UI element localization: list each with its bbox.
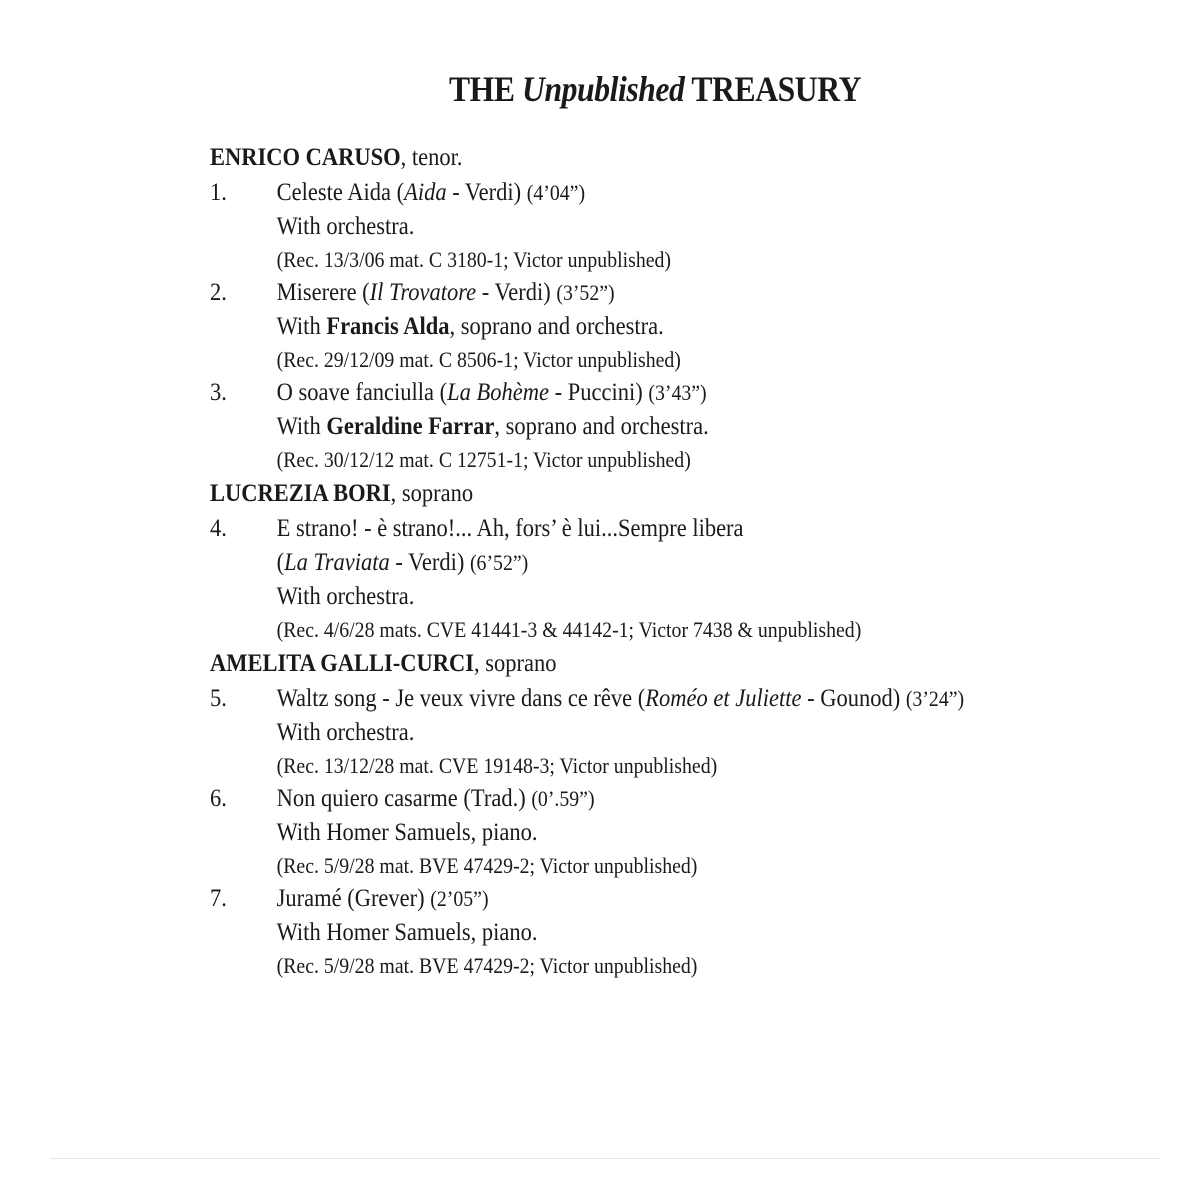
track-title-line: [210, 782, 1074, 816]
performers-text: With orchestra.: [276, 719, 415, 746]
track-recording-info: [210, 614, 1074, 646]
performer-name: Geraldine Farrar: [326, 413, 495, 440]
recording-text: (Rec. 30/12/12 mat. C 12751-1; Victor unpublished): [276, 447, 691, 472]
artist-name: LUCREZIA BORI: [210, 480, 391, 507]
track-opera: Roméo et Juliette: [645, 685, 802, 712]
performers-text: With: [276, 413, 327, 440]
artist-heading: [210, 646, 1074, 682]
track-recording-info: [210, 950, 1074, 982]
track-number: 3.: [210, 379, 227, 406]
artist-voice: , soprano: [390, 480, 474, 507]
performers-text: With orchestra.: [276, 213, 415, 240]
track-number: 2.: [210, 279, 227, 306]
track-title-continued: [210, 546, 1074, 580]
track-title-line: [210, 276, 1074, 310]
track-composer: - Puccini): [549, 379, 643, 406]
artist-heading: [210, 476, 1074, 512]
track-duration: (0’.59”): [531, 786, 595, 811]
track-title: Celeste Aida (: [276, 179, 405, 206]
track-performers: [210, 816, 1074, 850]
track-performers: [210, 716, 1074, 750]
title-suffix: TREASURY: [691, 69, 862, 109]
track-duration: (3’43”): [648, 380, 707, 405]
track-item: [210, 176, 1170, 276]
title-prefix: THE: [448, 69, 515, 109]
track-title: Waltz song - Je veux vivre dans ce rêve (: [276, 685, 646, 712]
track-title-line: [210, 682, 1074, 716]
track-title: Non quiero casarme (Trad.): [276, 785, 526, 812]
artist-heading: [210, 140, 1074, 176]
performers-text: , soprano and orchestra.: [449, 313, 664, 340]
track-recording-info: [210, 244, 1074, 276]
performers-text: With orchestra.: [276, 583, 415, 610]
track-duration: (2’05”): [430, 886, 489, 911]
track-item: [210, 376, 1170, 476]
track-duration: (4’04”): [526, 180, 586, 205]
track-title: Juramé (Grever): [276, 885, 425, 912]
performers-text: , soprano and orchestra.: [494, 413, 709, 440]
track-title-line: [210, 376, 1074, 410]
track-number: 4.: [210, 515, 227, 542]
track-composer: - Verdi): [389, 549, 465, 576]
track-title-line: [210, 882, 1074, 916]
performers-text: With: [276, 313, 327, 340]
track-title-line: [210, 176, 1074, 210]
track-composer: - Gounod): [801, 685, 901, 712]
track-performers: [210, 410, 1074, 444]
track-recording-info: [210, 750, 1074, 782]
track-item: [210, 682, 1170, 782]
track-item: [210, 512, 1170, 646]
track-title-line: [210, 512, 1074, 546]
performers-text: With Homer Samuels, piano.: [276, 819, 538, 846]
track-recording-info: [210, 344, 1074, 376]
track-opera: Aida: [404, 179, 447, 206]
track-title: E strano! - è strano!... Ah, fors’ è lui...Sempre libera: [276, 515, 744, 542]
track-performers: [210, 310, 1074, 344]
page-title: [79, 68, 1200, 110]
recording-text: (Rec. 29/12/09 mat. C 8506-1; Victor unpublished): [276, 347, 681, 372]
scan-edge-divider: [50, 1158, 1160, 1159]
performer-name: Francis Alda: [326, 313, 450, 340]
track-listing: [210, 140, 1170, 982]
track-performers: [210, 580, 1074, 614]
artist-voice: , tenor.: [400, 144, 463, 171]
recording-text: (Rec. 4/6/28 mats. CVE 41441-3 & 44142-1; Victor 7438 & unpublished): [276, 617, 862, 642]
track-duration: (6’52”): [469, 550, 529, 575]
track-recording-info: [210, 444, 1074, 476]
track-title: (: [276, 549, 285, 576]
track-item: [210, 782, 1170, 882]
track-duration: (3’52”): [556, 280, 615, 305]
track-item: [210, 276, 1170, 376]
track-item: [210, 882, 1170, 982]
track-opera: La Bohème: [447, 379, 550, 406]
track-title: Miserere (: [276, 279, 370, 306]
track-performers: [210, 916, 1074, 950]
track-composer: - Verdi): [476, 279, 551, 306]
title-italic: Unpublished: [522, 69, 685, 109]
track-number: 5.: [210, 685, 227, 712]
recording-text: (Rec. 5/9/28 mat. BVE 47429-2; Victor unpublished): [276, 853, 698, 878]
recording-text: (Rec. 13/3/06 mat. C 3180-1; Victor unpublished): [276, 247, 671, 272]
recording-text: (Rec. 5/9/28 mat. BVE 47429-2; Victor unpublished): [276, 953, 698, 978]
track-duration: (3’24”): [905, 686, 965, 711]
track-opera: La Traviata: [284, 549, 390, 576]
artist-name: AMELITA GALLI-CURCI: [210, 650, 474, 677]
track-number: 7.: [210, 885, 227, 912]
artist-voice: , soprano: [473, 650, 557, 677]
track-title: O soave fanciulla (: [276, 379, 448, 406]
track-performers: [210, 210, 1074, 244]
track-number: 1.: [210, 179, 227, 206]
track-opera: Il Trovatore: [369, 279, 477, 306]
recording-text: (Rec. 13/12/28 mat. CVE 19148-3; Victor unpublished): [276, 753, 718, 778]
performers-text: With Homer Samuels, piano.: [276, 919, 538, 946]
track-composer: - Verdi): [446, 179, 522, 206]
artist-name: ENRICO CARUSO: [210, 144, 401, 171]
track-recording-info: [210, 850, 1074, 882]
track-number: 6.: [210, 785, 227, 812]
